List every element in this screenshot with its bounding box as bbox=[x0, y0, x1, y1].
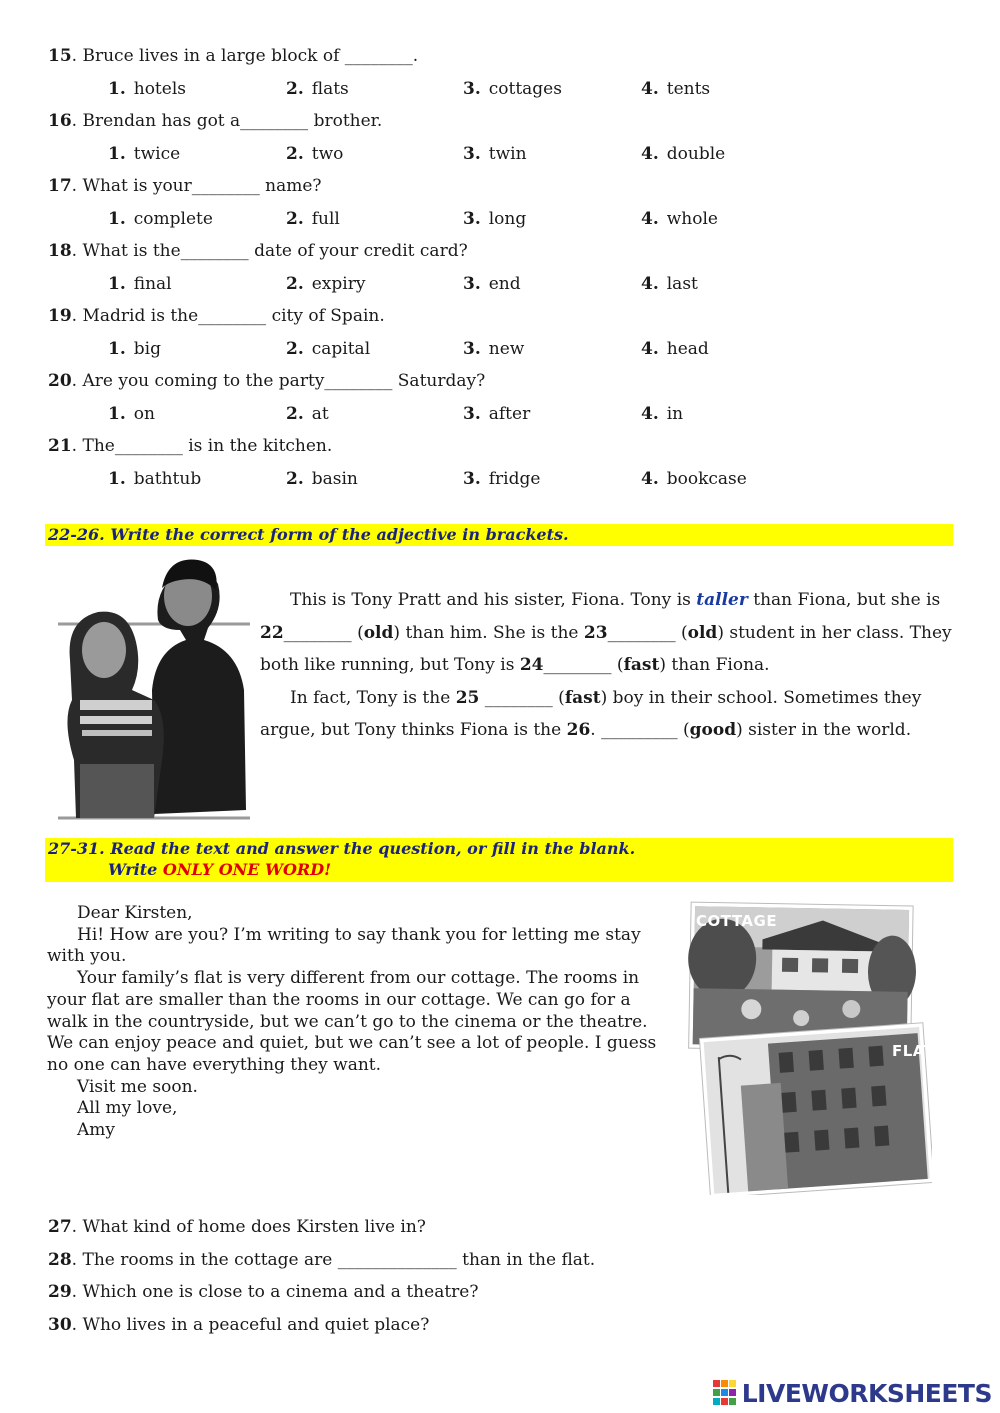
answer-options bbox=[108, 274, 808, 298]
option-text: on bbox=[133, 403, 155, 424]
option-number: 2. bbox=[286, 338, 304, 359]
option-text: capital bbox=[311, 338, 371, 359]
liveworksheets-icon bbox=[712, 1379, 738, 1407]
p2-text: In fact, Tony is the bbox=[290, 687, 456, 708]
option-number: 4. bbox=[641, 208, 659, 229]
item-24-number: 24 bbox=[519, 655, 544, 675]
letter-paragraph-2: Your family’s flat is very different from our cottage. The rooms in your flat are smaller than the rooms in our cottage. We can go for a walk in the countryside, but we can’t go to the cinema or the theatre. We can enjoy peace and quiet, but we can’t see a lot of people. I guess no one can have everything they want. bbox=[47, 968, 657, 1075]
answer-options bbox=[108, 209, 808, 233]
option-number: 3. bbox=[463, 143, 481, 164]
reading-question bbox=[48, 1217, 426, 1237]
p1-text-d: ) student in her class. They both like running, but Tony is bbox=[260, 622, 952, 675]
answer-options bbox=[108, 469, 808, 493]
answer-option[interactable] bbox=[641, 274, 698, 294]
option-text: twice bbox=[133, 143, 181, 164]
option-text: two bbox=[311, 143, 344, 164]
reading-question bbox=[48, 1250, 595, 1270]
answer-option[interactable] bbox=[463, 469, 540, 489]
question-number: 21 bbox=[48, 436, 72, 456]
answer-option[interactable] bbox=[108, 209, 213, 229]
reading-question bbox=[48, 1315, 429, 1335]
option-text: basin bbox=[311, 468, 358, 489]
question-text: . What is your________ name? bbox=[71, 176, 322, 196]
answer-option[interactable] bbox=[286, 469, 358, 489]
option-number: 2. bbox=[286, 468, 304, 489]
answer-option[interactable] bbox=[641, 469, 747, 489]
item-23-blank[interactable]: ________ ( bbox=[607, 622, 688, 643]
item-22-word: old bbox=[363, 622, 394, 643]
question-stem bbox=[48, 176, 322, 196]
answer-option[interactable] bbox=[108, 339, 161, 359]
question-text: . Which one is close to a cinema and a theatre? bbox=[71, 1282, 479, 1302]
answer-option[interactable] bbox=[463, 339, 524, 359]
cottage-label: COTTAGE bbox=[696, 912, 778, 930]
option-text: full bbox=[311, 208, 340, 229]
item-23-number: 23 bbox=[583, 622, 608, 643]
option-text: flats bbox=[311, 78, 349, 99]
option-text: tents bbox=[666, 78, 711, 99]
question-text: . What is the________ date of your credit card? bbox=[71, 241, 468, 261]
p1-text: This is Tony Pratt and his sister, Fiona. Tony is bbox=[290, 590, 697, 610]
item-22-number: 22 bbox=[260, 622, 284, 643]
option-number: 4. bbox=[641, 468, 659, 489]
option-text: head bbox=[666, 338, 709, 359]
section-heading-reading bbox=[45, 838, 953, 882]
question-number: 27 bbox=[48, 1217, 72, 1237]
item-23-word: old bbox=[687, 622, 718, 643]
section-heading-adjectives bbox=[45, 524, 953, 546]
answer-option[interactable] bbox=[286, 209, 340, 229]
section-heading-text: 22-26. Write the correct form of the adjective in brackets. bbox=[48, 525, 569, 544]
option-text: in bbox=[666, 403, 684, 424]
option-number: 3. bbox=[463, 403, 481, 424]
item-25-number: 25 bbox=[455, 687, 480, 708]
option-number: 3. bbox=[463, 208, 481, 229]
reading-heading-line1: 27-31. Read the text and answer the question, or fill in the blank. bbox=[48, 839, 636, 858]
answer-option[interactable] bbox=[641, 144, 725, 164]
answer-option[interactable] bbox=[463, 144, 527, 164]
answer-option[interactable] bbox=[463, 404, 530, 424]
option-number: 1. bbox=[108, 143, 126, 164]
item-24-blank[interactable]: ________ ( bbox=[543, 655, 624, 675]
question-stem bbox=[48, 371, 485, 391]
question-text: . Madrid is the________ city of Spain. bbox=[71, 306, 385, 326]
question-number: 15 bbox=[48, 46, 72, 66]
option-text: bathtub bbox=[133, 468, 202, 489]
option-text: twin bbox=[488, 143, 527, 164]
letter-paragraph-1: Hi! How are you? I’m writing to say thank you for letting me stay with you. bbox=[47, 924, 641, 967]
option-text: fridge bbox=[488, 468, 541, 489]
answer-option[interactable] bbox=[463, 79, 562, 99]
p1-text-b: than Fiona, but she is bbox=[747, 590, 941, 610]
option-text: long bbox=[488, 208, 527, 229]
option-text: final bbox=[133, 273, 172, 294]
question-number: 16 bbox=[48, 111, 72, 131]
option-number: 1. bbox=[108, 403, 126, 424]
option-number: 3. bbox=[463, 78, 481, 99]
question-stem bbox=[48, 46, 418, 66]
letter-text bbox=[47, 903, 672, 1142]
question-number: 19 bbox=[48, 306, 72, 326]
question-text: . What kind of home does Kirsten live in? bbox=[71, 1217, 426, 1237]
option-number: 2. bbox=[286, 273, 304, 294]
answer-option[interactable] bbox=[108, 274, 172, 294]
reading-heading-only-one-word: ONLY ONE WORD! bbox=[162, 860, 332, 879]
answer-option[interactable] bbox=[641, 339, 709, 359]
paragraph-2 bbox=[260, 682, 960, 747]
answer-option[interactable] bbox=[286, 79, 349, 99]
answer-option[interactable] bbox=[108, 79, 186, 99]
answer-option[interactable] bbox=[108, 144, 180, 164]
answer-option[interactable] bbox=[108, 404, 155, 424]
cottage-flat-photos bbox=[682, 900, 935, 1195]
flat-label: FLAT bbox=[892, 1042, 935, 1060]
option-number: 1. bbox=[108, 208, 126, 229]
option-number: 1. bbox=[108, 78, 126, 99]
question-text: . Are you coming to the party________ Saturday? bbox=[71, 371, 486, 391]
option-number: 3. bbox=[463, 338, 481, 359]
item-25-blank[interactable]: ________ ( bbox=[479, 687, 565, 708]
option-number: 4. bbox=[641, 403, 659, 424]
option-number: 1. bbox=[108, 338, 126, 359]
option-number: 4. bbox=[641, 78, 659, 99]
question-number: 18 bbox=[48, 241, 72, 261]
option-number: 4. bbox=[641, 273, 659, 294]
answer-option[interactable] bbox=[463, 209, 526, 229]
item-22-blank[interactable]: ________ ( bbox=[283, 622, 364, 643]
question-number: 29 bbox=[48, 1282, 72, 1302]
answer-option[interactable] bbox=[286, 339, 370, 359]
adjectives-paragraph bbox=[260, 584, 960, 747]
item-25-word: fast bbox=[564, 687, 601, 708]
question-text: . Brendan has got a________ brother. bbox=[71, 111, 383, 131]
p1-text-c: ) than him. She is the bbox=[393, 622, 584, 643]
option-text: last bbox=[666, 273, 698, 294]
answer-option[interactable] bbox=[463, 274, 521, 294]
answer-option[interactable] bbox=[641, 404, 683, 424]
option-text: expiry bbox=[311, 273, 366, 294]
question-stem bbox=[48, 436, 332, 456]
option-text: hotels bbox=[133, 78, 186, 99]
reading-question bbox=[48, 1282, 478, 1302]
reading-heading-line2 bbox=[48, 859, 953, 880]
question-stem bbox=[48, 111, 382, 131]
letter-closing-1: Visit me soon. bbox=[77, 1076, 198, 1097]
item-26-number: 26 bbox=[566, 720, 591, 740]
item-24-word: fast bbox=[623, 655, 660, 675]
option-number: 1. bbox=[108, 468, 126, 489]
question-stem bbox=[48, 306, 385, 326]
question-number: 28 bbox=[48, 1249, 72, 1270]
option-number: 2. bbox=[286, 208, 304, 229]
option-text: end bbox=[488, 273, 521, 294]
answer-option[interactable] bbox=[286, 274, 365, 294]
option-number: 3. bbox=[463, 273, 481, 294]
option-text: at bbox=[311, 403, 329, 424]
p2-text-b: ) boy in their school. Sometimes they argue, but Tony thinks Fiona is the bbox=[260, 687, 922, 740]
option-number: 4. bbox=[641, 143, 659, 164]
question-text: . The rooms in the cottage are ______________ than in the flat. bbox=[71, 1249, 596, 1270]
paragraph-1 bbox=[260, 584, 960, 682]
question-stem bbox=[48, 241, 468, 261]
answer-option[interactable] bbox=[641, 209, 718, 229]
option-number: 1. bbox=[108, 273, 126, 294]
option-text: big bbox=[133, 338, 161, 359]
p1-text-e: ) than Fiona. bbox=[659, 655, 770, 675]
question-number: 30 bbox=[48, 1314, 72, 1335]
answer-options bbox=[108, 79, 808, 103]
answer-options bbox=[108, 404, 808, 428]
question-number: 20 bbox=[48, 371, 72, 391]
option-text: whole bbox=[666, 208, 718, 229]
answer-option[interactable] bbox=[108, 469, 201, 489]
liveworksheets-wordmark: LIVEWORKSHEETS bbox=[741, 1378, 992, 1408]
answer-option[interactable] bbox=[286, 144, 343, 164]
option-text: new bbox=[488, 338, 525, 359]
letter-signature: Amy bbox=[77, 1120, 116, 1141]
option-text: bookcase bbox=[666, 468, 747, 489]
option-text: double bbox=[666, 143, 726, 164]
option-number: 2. bbox=[286, 403, 304, 424]
reading-heading-write: Write bbox=[108, 860, 163, 879]
answer-options bbox=[108, 339, 808, 363]
answer-option[interactable] bbox=[641, 79, 710, 99]
p2-text-c: ) sister in the world. bbox=[736, 720, 912, 740]
answer-option[interactable] bbox=[286, 404, 329, 424]
letter-greeting: Dear Kirsten, bbox=[77, 903, 193, 923]
option-text: after bbox=[488, 403, 531, 424]
question-text: . Bruce lives in a large block of ________. bbox=[71, 46, 419, 66]
option-number: 2. bbox=[286, 143, 304, 164]
item-26-word: good bbox=[689, 720, 737, 740]
answer-options bbox=[108, 144, 808, 168]
option-text: cottages bbox=[488, 78, 562, 99]
option-text: complete bbox=[133, 208, 213, 229]
liveworksheets-logo bbox=[712, 1378, 992, 1408]
item-26-blank[interactable]: . _________ ( bbox=[590, 720, 690, 740]
example-answer: taller bbox=[696, 590, 748, 610]
letter-closing-2: All my love, bbox=[77, 1098, 178, 1119]
option-number: 2. bbox=[286, 78, 304, 99]
option-number: 4. bbox=[641, 338, 659, 359]
question-text: . The________ is in the kitchen. bbox=[71, 436, 333, 456]
question-text: . Who lives in a peaceful and quiet place? bbox=[71, 1314, 430, 1335]
option-number: 3. bbox=[463, 468, 481, 489]
question-number: 17 bbox=[48, 176, 72, 196]
siblings-photo bbox=[58, 550, 250, 826]
